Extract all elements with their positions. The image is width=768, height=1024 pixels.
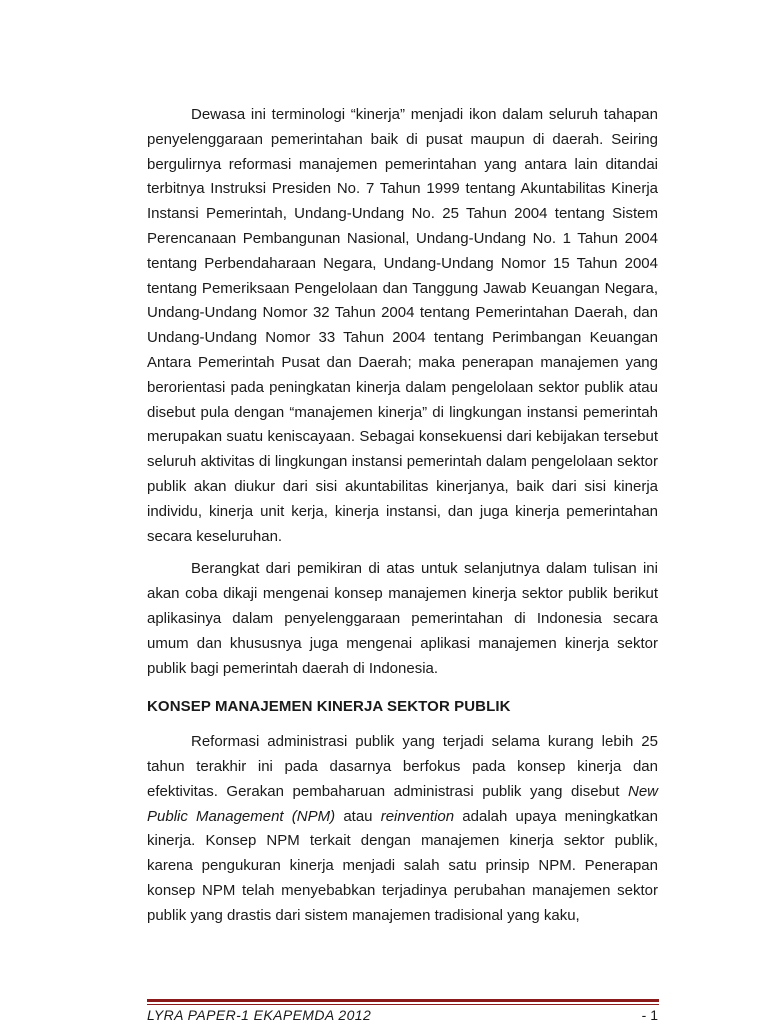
paragraph-intro: Dewasa ini terminologi “kinerja” menjadi ikon dalam seluruh tahapan penyelenggaraan pemerintahan baik di pusat maupun di daerah. Seiring bergulirnya reformasi manajemen pemerintahan yang antara lain ditandai terbitnya Instruksi Presiden No. 7 Tahun 1999 tentang Akuntabilitas Kinerja Instansi Pemerintah, Undang-Undang No. 25 Tahun 2004 tentang Sistem Perencanaan Pembangunan Nasional, Undang-Undang No. 1 Tahun 2004 tentang Perbendaharaan Negara, Undang-Undang Nomor 15 Tahun 2004 tentang Pemeriksaan Pengelolaan dan Tanggung Jawab Keuangan Negara, Undang-Undang Nomor 32 Tahun 2004 tentang Pemerintahan Daerah, dan Undang-Undang Nomor 33 Tahun 2004 tentang Perimbangan Keuangan Antara Pemerintah Pusat dan Daerah; maka penerapan manajemen yang berorientasi pada peningkatan kinerja dalam pengelolaan sektor publik atau disebut pula dengan “manajemen kinerja” di lingkungan instansi pemerintah merupakan suatu keniscayaan. Sebagai konsekuensi dari kebijakan tersebut seluruh aktivitas di lingkungan instansi pemerintah dalam pengelolaan sektor publik akan diukur dari sisi akuntabilitas kinerjanya, baik dari sisi kinerja individu, kinerja unit kerja, kinerja instansi, dan juga kinerja pemerintahan secara keseluruhan. (147, 106, 658, 545)
npm-text-2: atau (335, 807, 381, 825)
footer-rule-thin (147, 1004, 659, 1005)
npm-text-3: adalah upaya meningkatkan kinerja. Konsep NPM terkait dengan manajemen kinerja sektor publik, karena pengukuran kinerja menjadi salah satu prinsip NPM. Penerapan konsep NPM telah menyebabkan terjadinya perubahan manajemen sektor publik yang drastis dari sistem manajemen tradisional yang kaku, (147, 807, 658, 924)
reinvention-italic-term: reinvention (380, 807, 455, 825)
paragraph-purpose: Berangkat dari pemikiran di atas untuk selanjutnya dalam tulisan ini akan coba dikaji mengenai konsep manajemen kinerja sektor publik berikut aplikasinya dalam penyelenggaraan pemerintahan di Indonesia secara umum dan khususnya juga mengenai aplikasi manajemen kinerja sektor publik bagi pemerintah daerah di Indonesia. (147, 560, 658, 677)
footer-rule-thick (147, 999, 659, 1002)
section-heading: KONSEP MANAJEMEN KINERJA SEKTOR PUBLIK (147, 698, 511, 716)
npm-text-1: Reformasi administrasi publik yang terjadi selama kurang lebih 25 tahun terakhir ini pada dasarnya berfokus pada konsep kinerja dan efektivitas. Gerakan pembaharuan administrasi publik yang disebut (147, 733, 658, 800)
document-body (147, 103, 658, 929)
paragraph-npm (147, 730, 658, 928)
npm-italic-term: New Public Management (NPM) (147, 782, 658, 825)
footer-title: LYRA PAPER-1 EKAPEMDA 2012 (147, 1007, 372, 1023)
page-number: - 1 (641, 1007, 658, 1023)
